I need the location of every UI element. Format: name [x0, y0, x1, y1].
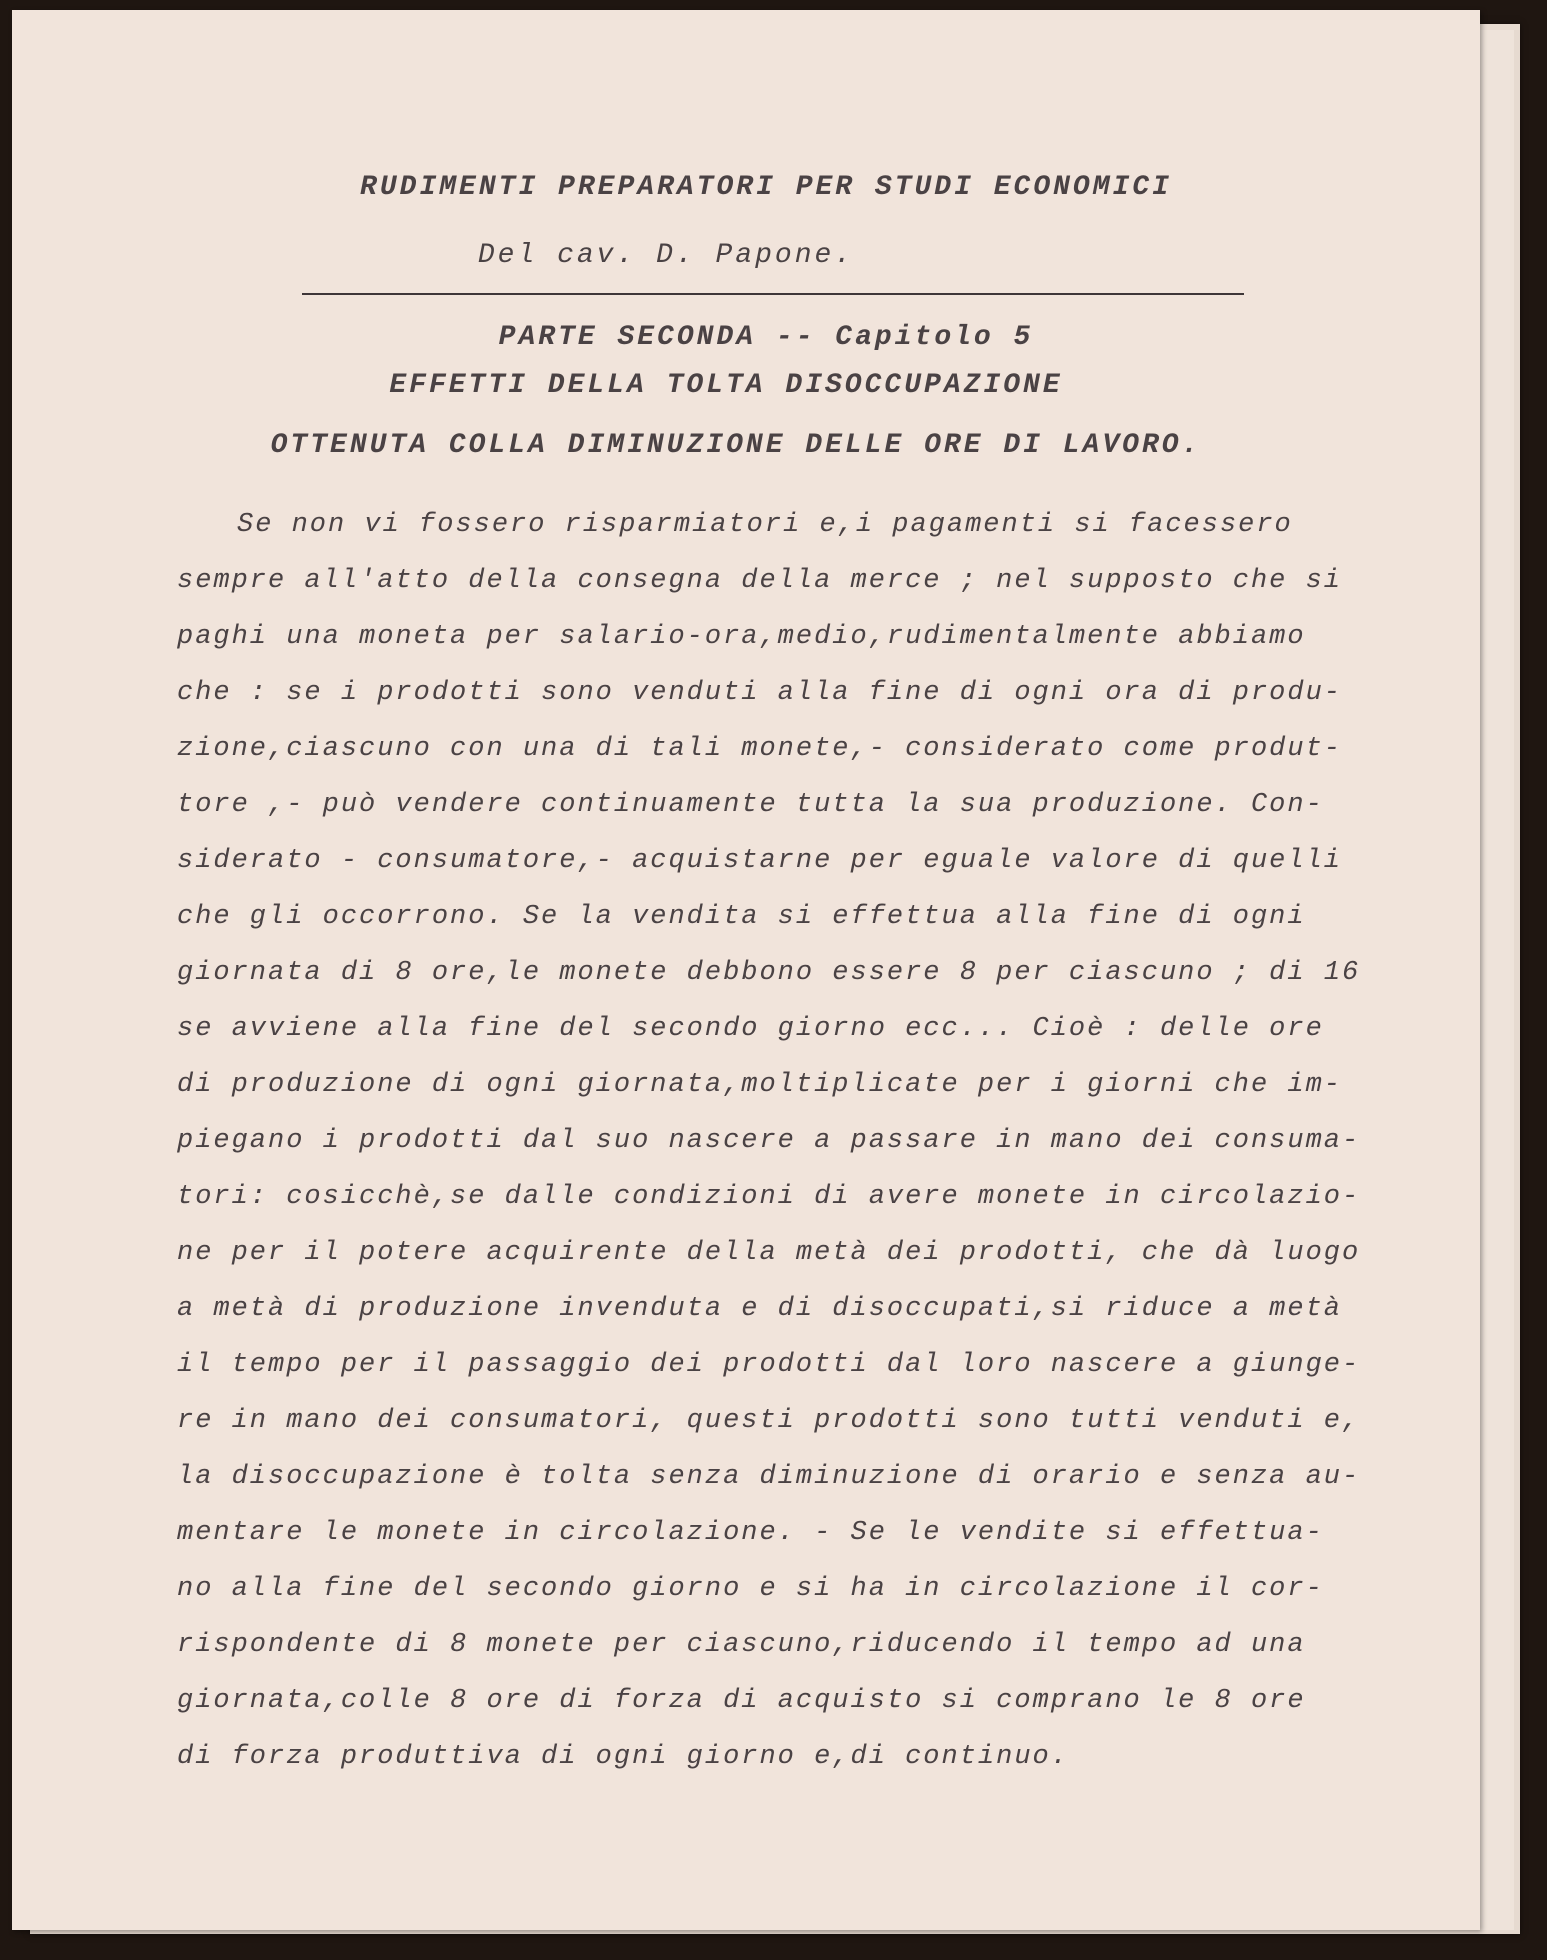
body-line: a metà di produzione invenduta e di disoccupati,si riduce a metà	[177, 1294, 1342, 1324]
chapter-subtitle-line-2: OTTENUTA COLLA DIMINUZIONE DELLE ORE DI LAVORO.	[270, 430, 1202, 461]
body-line: piegano i prodotti dal suo nascere a passare in mano dei consuma-	[177, 1126, 1361, 1156]
body-line: no alla fine del secondo giorno e si ha in circolazione il cor-	[177, 1574, 1324, 1604]
body-line: Se non vi fossero risparmiatori e,i pagamenti si facessero	[237, 510, 1293, 540]
document-author: Del cav. D. Papone.	[477, 240, 855, 271]
body-line: tori: cosicchè,se dalle condizioni di avere monete in circolazio-	[177, 1182, 1361, 1212]
body-line: che gli occorrono. Se la vendita si effettua alla fine di ogni	[177, 902, 1306, 932]
body-line: zione,ciascuno con una di tali monete,- considerato come produt-	[177, 734, 1342, 764]
title-rule	[302, 293, 1244, 295]
typewritten-page	[12, 10, 1480, 1930]
document-title: RUDIMENTI PREPARATORI PER STUDI ECONOMICI	[360, 172, 1172, 203]
body-line: di produzione di ogni giornata,moltiplicate per i giorni che im-	[177, 1070, 1342, 1100]
body-line: la disoccupazione è tolta senza diminuzione di orario e senza au-	[177, 1462, 1361, 1492]
body-line: re in mano dei consumatori, questi prodotti sono tutti venduti e,	[177, 1406, 1361, 1436]
body-line: sempre all'atto della consegna della merce ; nel supposto che si	[177, 566, 1342, 596]
body-line: rispondente di 8 monete per ciascuno,riducendo il tempo ad una	[177, 1630, 1306, 1660]
body-line: se avviene alla fine del secondo giorno ecc... Cioè : delle ore	[177, 1014, 1324, 1044]
body-line: di forza produttiva di ogni giorno e,di continuo.	[177, 1742, 1069, 1772]
body-line: siderato - consumatore,- acquistarne per eguale valore di quelli	[177, 846, 1342, 876]
body-line: tore ,- può vendere continuamente tutta la sua produzione. Con-	[177, 790, 1324, 820]
body-line: giornata,colle 8 ore di forza di acquisto si comprano le 8 ore	[177, 1686, 1306, 1716]
body-line: ne per il potere acquirente della metà dei prodotti, che dà luogo	[177, 1238, 1361, 1268]
part-heading: PARTE SECONDA -- Capitolo 5	[498, 322, 1034, 353]
chapter-subtitle-line-1: EFFETTI DELLA TOLTA DISOCCUPAZIONE	[389, 370, 1063, 401]
body-line: mentare le monete in circolazione. - Se le vendite si effettua-	[177, 1518, 1324, 1548]
body-line: giornata di 8 ore,le monete debbono essere 8 per ciascuno ; di 16	[177, 958, 1361, 988]
body-line: che : se i prodotti sono venduti alla fine di ogni ora di produ-	[177, 678, 1342, 708]
body-line: paghi una moneta per salario-ora,medio,rudimentalmente abbiamo	[177, 622, 1306, 652]
body-line: il tempo per il passaggio dei prodotti dal loro nascere a giunge-	[177, 1350, 1361, 1380]
